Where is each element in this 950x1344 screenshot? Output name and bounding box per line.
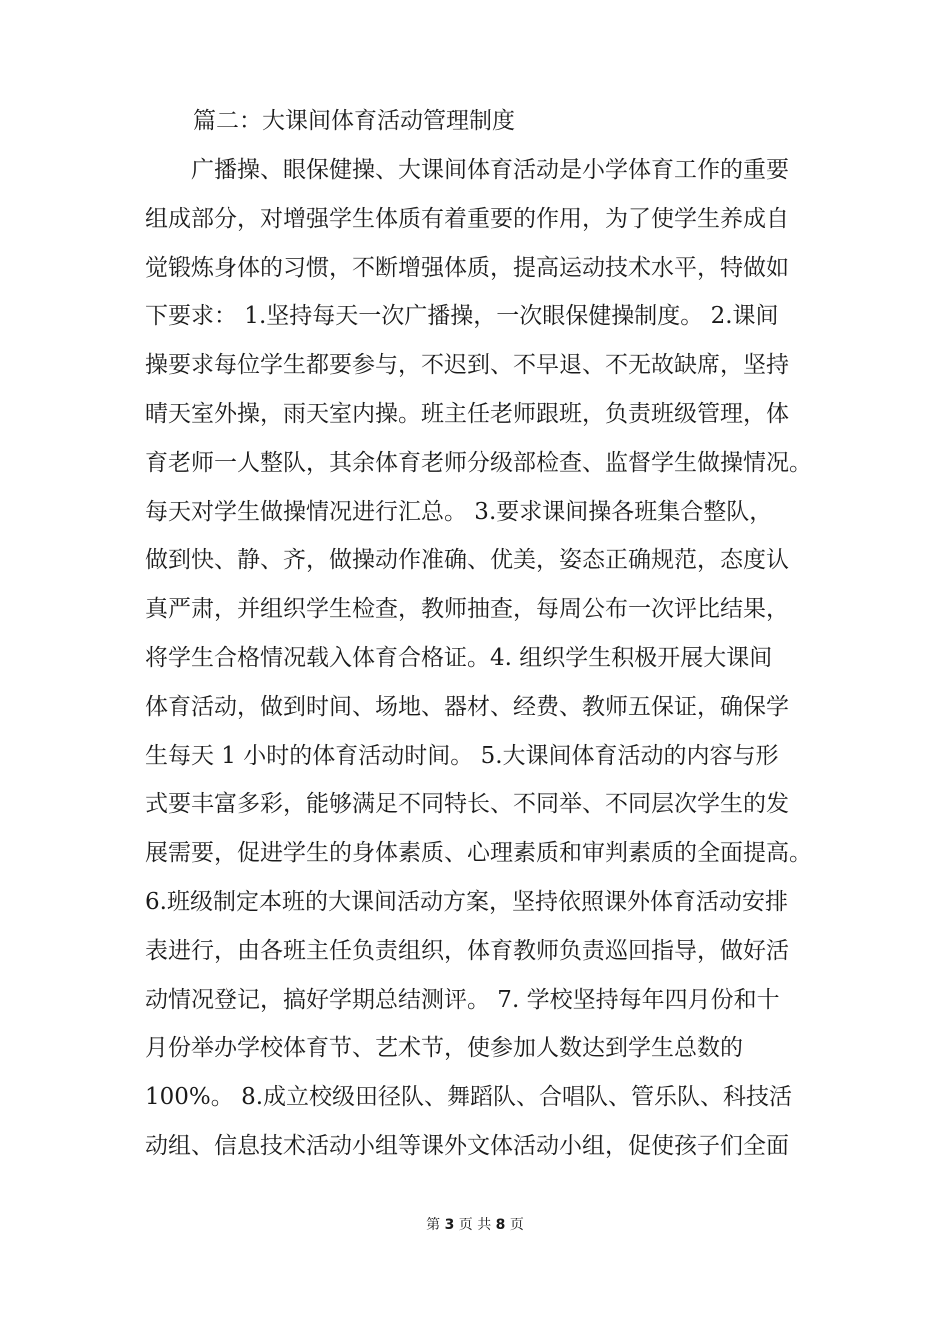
text-line: 做到快、静、齐，做操动作准确、优美，姿态正确规范，态度认 bbox=[145, 547, 789, 574]
footer-suffix: 页 bbox=[505, 1217, 524, 1233]
total-page-count: 8 bbox=[495, 1217, 506, 1233]
text-line: 广播操、眼保健操、大课间体育活动是小学体育工作的重要 bbox=[145, 157, 789, 183]
text-line: 晴天室外操，雨天室内操。班主任老师跟班，负责班级管理，体 bbox=[145, 400, 789, 427]
text-line: 动组、信息技术活动小组等课外文体活动小组，促使孩子们全面 bbox=[145, 1132, 789, 1159]
text-line: 表进行，由各班主任负责组织，体育教师负责巡回指导，做好活 bbox=[145, 937, 789, 964]
text-line: 操要求每位学生都要参与，不迟到、不早退、不无故缺席，坚持 bbox=[145, 352, 789, 379]
text-line: 式要丰富多彩，能够满足不同特长、不同举、不同层次学生的发 bbox=[145, 791, 789, 818]
page-footer bbox=[0, 1215, 950, 1235]
text-line: 每天对学生做操情况进行汇总。 3.要求课间操各班集合整队， bbox=[145, 498, 773, 525]
text-line: 展需要，促进学生的身体素质、心理素质和审判素质的全面提高。 bbox=[145, 840, 812, 867]
text-line: 动情况登记，搞好学期总结测评。 7. 学校坚持每年四月份和十 bbox=[145, 986, 780, 1013]
current-page-number: 3 bbox=[444, 1217, 455, 1233]
text-line: 真严肃，并组织学生检查，教师抽查，每周公布一次评比结果， bbox=[145, 596, 789, 623]
text-line: 将学生合格情况载入体育合格证。4. 组织学生积极开展大课间 bbox=[145, 644, 773, 671]
footer-middle: 页 共 bbox=[454, 1217, 496, 1233]
text-line: 育老师一人整队，其余体育老师分级部检查、监督学生做操情况。 bbox=[145, 449, 812, 476]
text-line: 觉锻炼身体的习惯，不断增强体质，提高运动技术水平，特做如 bbox=[145, 254, 789, 281]
text-line: 组成部分，对增强学生体质有着重要的作用，为了使学生养成自 bbox=[145, 205, 789, 232]
body-paragraph bbox=[145, 146, 825, 1171]
text-line: 生每天 1 小时的体育活动时间。 5.大课间体育活动的内容与形 bbox=[145, 742, 779, 769]
text-line: 6.班级制定本班的大课间活动方案，坚持依照课外体育活动安排 bbox=[145, 888, 788, 915]
section-heading: 篇二：大课间体育活动管理制度 bbox=[193, 108, 515, 134]
text-line: 体育活动，做到时间、场地、器材、经费、教师五保证，确保学 bbox=[145, 693, 789, 720]
text-line: 下要求： 1.坚持每天一次广播操，一次眼保健操制度。 2.课间 bbox=[145, 303, 779, 330]
text-line: 月份举办学校体育节、艺术节，使参加人数达到学生总数的 bbox=[145, 1035, 743, 1062]
footer-prefix: 第 bbox=[426, 1217, 445, 1233]
text-line: 100%。 8.成立校级田径队、舞蹈队、合唱队、管乐队、科技活 bbox=[145, 1084, 793, 1111]
